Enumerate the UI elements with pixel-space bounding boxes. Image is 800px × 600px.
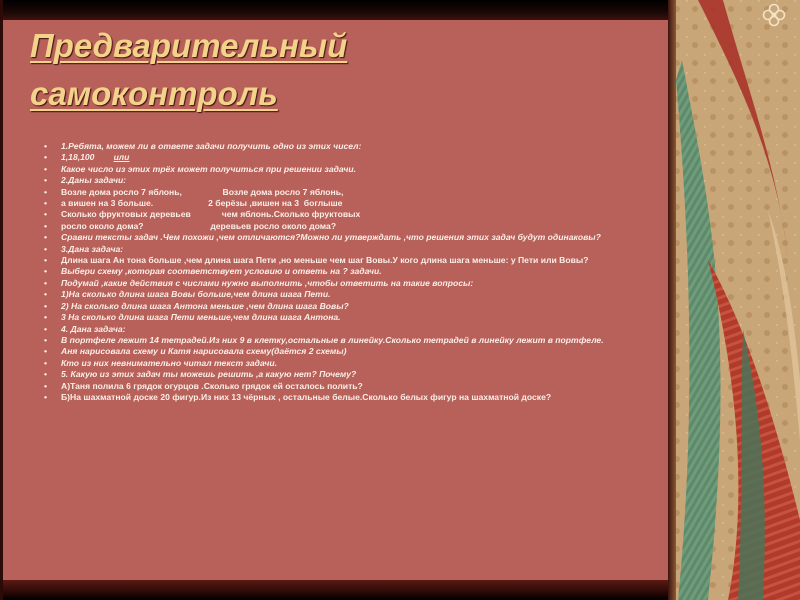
flower-ornament-icon (761, 2, 787, 28)
bullet-item: • 5. Какую из этих задач ты можешь решить ,а какую нет? Почему? (44, 369, 660, 380)
bullet-item: • 1.Ребята, можем ли в ответе задачи получить одно из этих чисел: (44, 141, 660, 152)
frame-left-border (0, 0, 3, 600)
bullet-item: • росло около дома? деревьев росло около дома? (44, 221, 660, 232)
bullet-item: • 3 На сколько длина шага Пети меньше,чем длина шага Антона. (44, 312, 660, 323)
bullet-item: • Кто из них невнимательно читал текст задачи. (44, 358, 660, 369)
bullet-item: • Аня нарисовала схему и Катя нарисовала схему(даётся 2 схемы) (44, 346, 660, 357)
bullet-item-underlined: или (113, 152, 130, 163)
bullet-item: • В портфеле лежит 14 тетрадей.Из них 9 в клетку,остальные в линейку.Сколько тетрадей в линейку лежит в портфеле. (44, 335, 660, 346)
bullet-item: • а вишен на 3 больше. 2 берёзы ,вишен на 3 боглыше (44, 198, 660, 209)
bullet-item: • Подумай ,какие действия с числами нужно выполнить ,чтобы ответить на такие вопросы: (44, 278, 660, 289)
bullet-item: • 3.Дана задача: (44, 244, 660, 255)
slide-title-line-1: Предварительный (30, 27, 348, 64)
bullet-item: • 2.Даны задачи: (44, 175, 660, 186)
bullet-item: • Сколько фруктовых деревьев чем яблонь.Сколько фруктовых (44, 209, 660, 220)
bullet-item: • 2) На сколько длина шага Антона меньше ,чем длина шага Вовы? (44, 301, 660, 312)
bullet-item: • Выбери схему ,которая соответствует условию и ответь на ? задачи. (44, 266, 660, 277)
bullet-item: • 4. Дана задача: (44, 324, 660, 335)
bullet-list (44, 141, 660, 403)
bullet-item: • Б)На шахматной доске 20 фигур.Из них 13 чёрных , остальные белые.Сколько белых фигур на шахматной доске? (44, 392, 660, 403)
bullet-item: • Какое число из этих трёх может получиться при решении задачи. (44, 164, 660, 175)
slide-title (30, 22, 650, 118)
bullet-item: • Сравни тексты задач .Чем похожи ,чем отличаются?Можно ли утверждать ,что решения этих задач будут одинаковы? (44, 232, 660, 243)
decorative-side-panel-art (668, 0, 800, 600)
frame-top-border (0, 0, 672, 20)
decorative-side-panel (668, 0, 800, 600)
bullet-item: • А)Таня полила 6 грядок огурцов .Сколько грядок ей осталось полить? (44, 381, 660, 392)
bullet-item-text: 1,18,100 (61, 152, 97, 163)
frame-bottom-border (0, 580, 672, 600)
bullet-item (44, 152, 660, 163)
slide-title-line-2: самоконтроль (30, 75, 278, 112)
bullet-item: • Длина шага Ан тона больше ,чем длина шага Пети ,но меньше чем шаг Вовы.У кого длина шага меньше: у Пети или Вовы? (44, 255, 660, 266)
bullet-item: • Возле дома росло 7 яблонь, Возле дома росло 7 яблонь, (44, 187, 660, 198)
bullet-item: • 1)На сколько длина шага Вовы больше,чем длина шага Пети. (44, 289, 660, 300)
